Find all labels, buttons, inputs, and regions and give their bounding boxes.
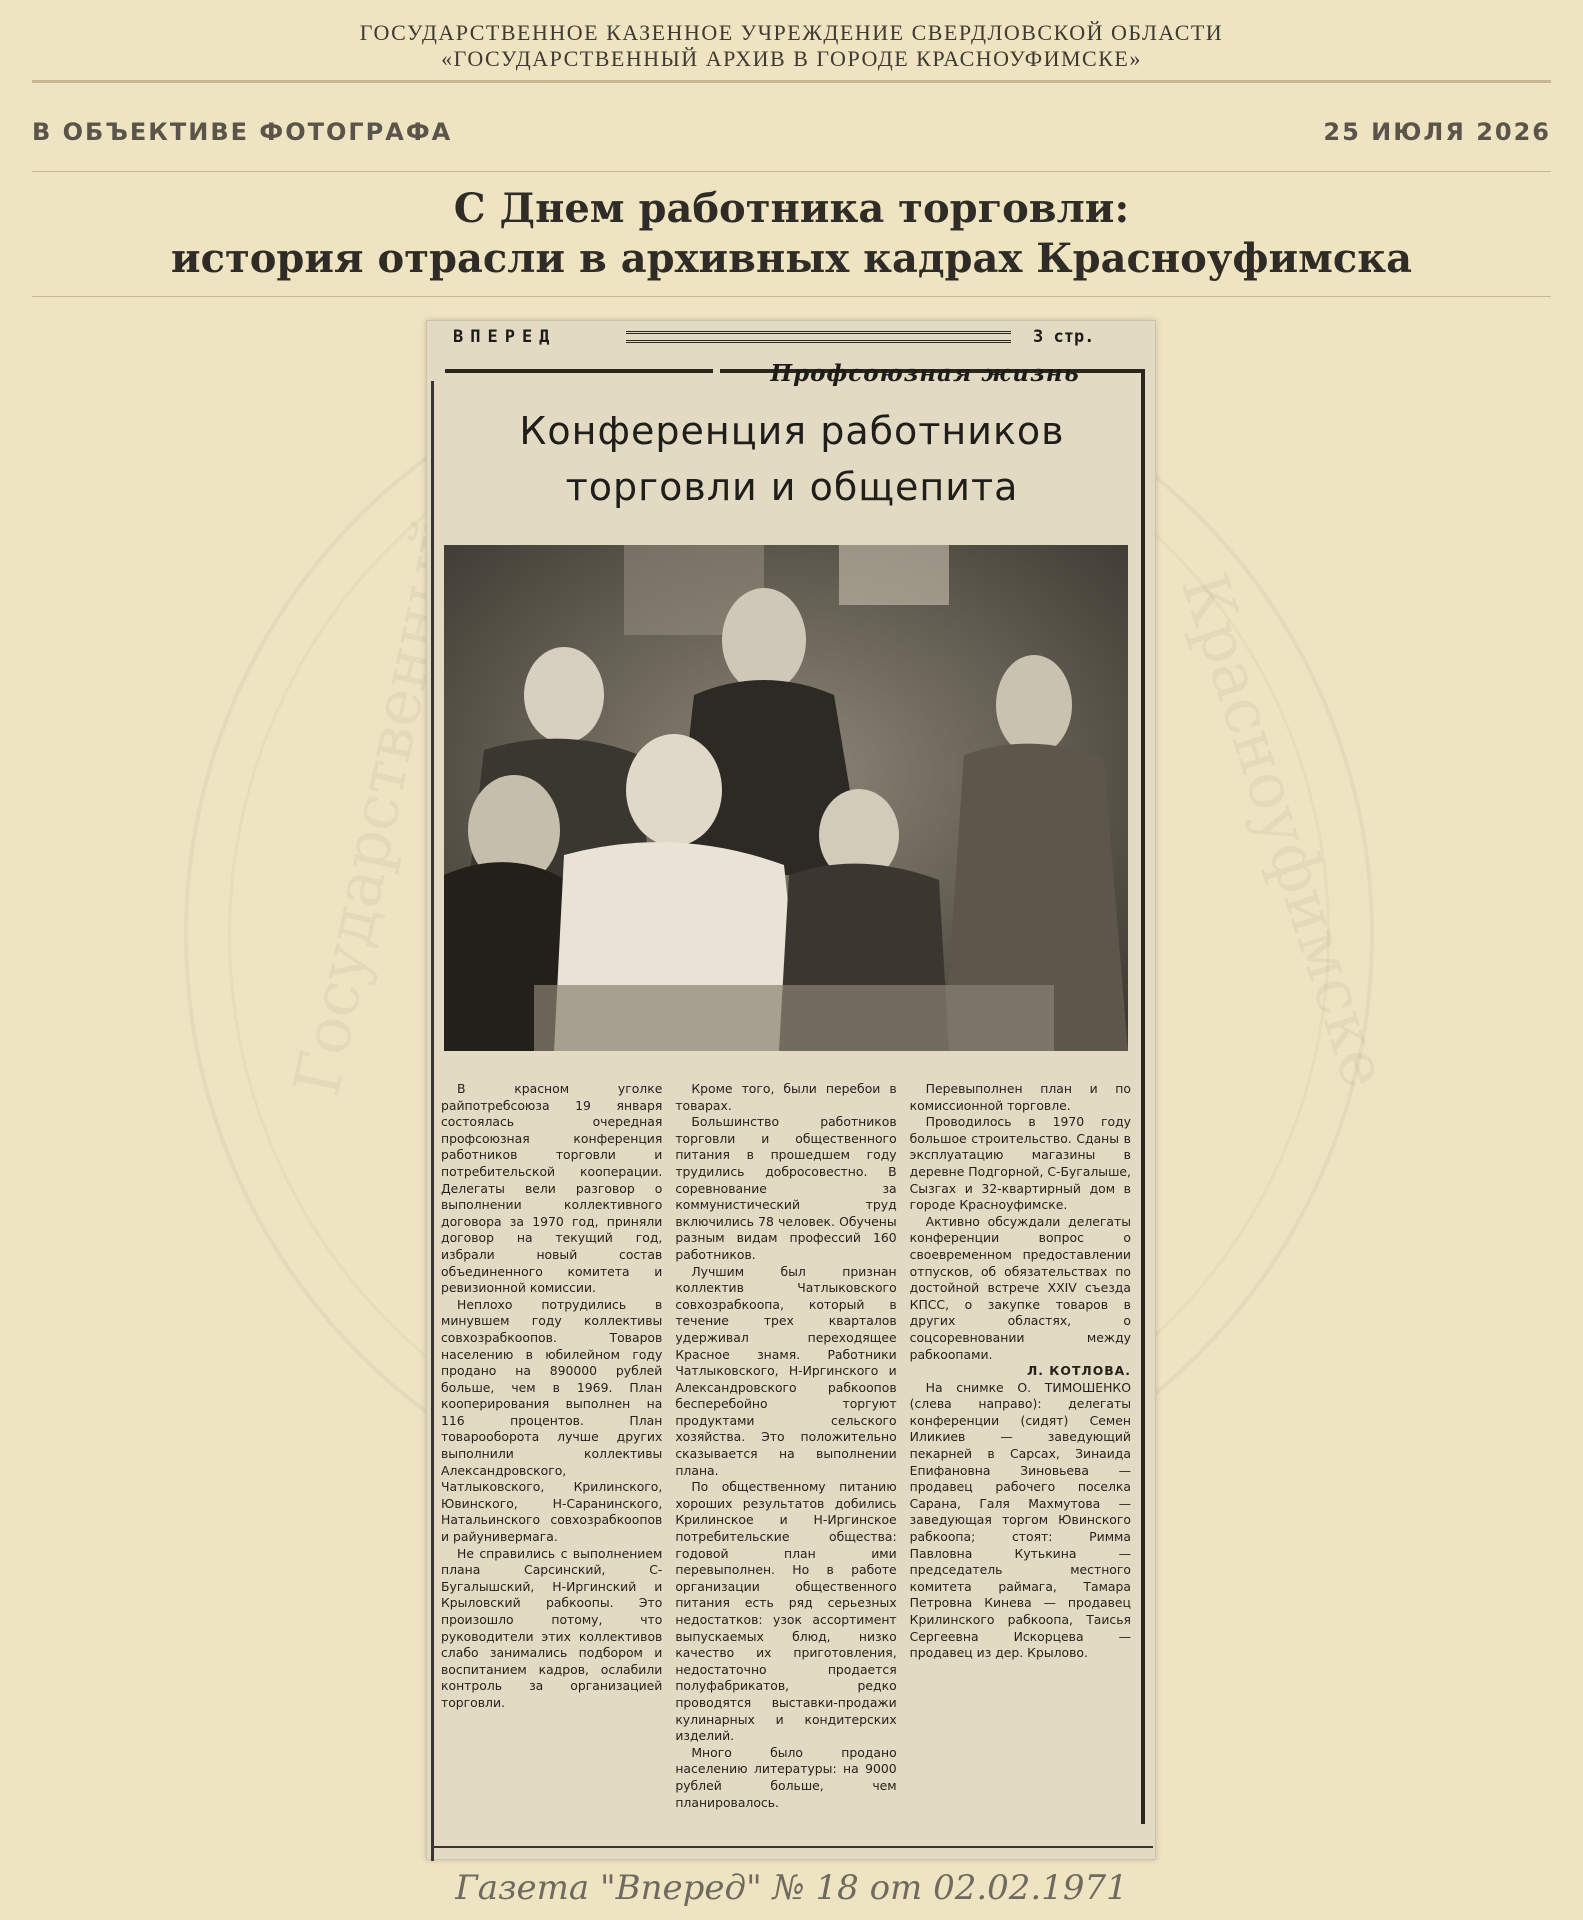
author-signature: Л. КОТЛОВА. [1026, 1363, 1131, 1379]
article-columns [441, 1081, 1131, 1841]
headline-line-2: история отрасли в архивных кадрах Красноуфимска [170, 235, 1413, 282]
col2-paragraph: Большинство работников торговли и общественного питания в прошедшем году трудились добросовестно. В соревнование за коммунистический труд включились 78 человек. Обучены разным видам профессий 160 работников. [675, 1114, 897, 1262]
col1-paragraph: В красном уголке райпотребсоюза 19 января состоялась очередная профсоюзная конференция работников торговли и потребительской кооперации. Делегаты вели разговор о выполнении коллективного договора за 1970 год, приняли договор на текущий год, избрали новый состав объединенного комитета и ревизионной комиссии. [441, 1081, 663, 1296]
clipping-title [447, 403, 1137, 515]
headline-line-1: С Днем работника торговли: [453, 185, 1130, 232]
org-line-1: ГОСУДАРСТВЕННОЕ КАЗЕННОЕ УЧРЕЖДЕНИЕ СВЕРДЛОВСКОЙ ОБЛАСТИ [359, 20, 1224, 45]
article-column-3 [910, 1081, 1131, 1841]
col3-paragraph: Перевыполнен план и по комиссионной торговле. [909, 1081, 1131, 1113]
headline-divider [32, 296, 1551, 297]
newspaper-name: ВПЕРЕД [453, 327, 557, 347]
article-headline [0, 184, 1583, 284]
clipping-title-line-1: Конференция работников [519, 409, 1065, 453]
frame-right [1141, 369, 1145, 1824]
frame-left [431, 381, 434, 1861]
frame-bottom [431, 1846, 1153, 1848]
col1-paragraph: Не справились с выполнением плана Сарсинский, С-Бугалышский, Н-Иргинский и Крыловский рабкоопы. Это произошло потому, что руководители этих коллективов слабо занимались подбором и воспитанием кадров, ослабили контроль за организацией торговли. [441, 1545, 663, 1710]
masthead-rule [626, 331, 1011, 343]
rubric-title: Профсоюзная жизнь [770, 360, 1080, 387]
newspaper-masthead [431, 325, 1153, 349]
col3-paragraph: Проводилось в 1970 году большое строительство. Сданы в эксплуатацию магазины в деревне Подгорной, С-Бугалыше, Сызгах и 32-квартирный дом в городе Красноуфимске. [909, 1114, 1131, 1213]
photo-caption-text: На снимке О. ТИМОШЕНКО (слева направо): делегаты конференции (сидят) Семен Иликиев — заведующий пекарней в Сарсах, Зинаида Епифановна Зиновьева — продавец рабочего поселка Сарана, Галя Махмутова — заведующая торгом Ювинского рабкоопа; стоят: Римма Павловна Кутькина — председатель местного комитета раймага, Тамара Петровна Кинева — продавец Крилинского рабкоопа, Таисья Сергеевна Искорцева — продавец из дер. Крылово. [909, 1379, 1131, 1661]
seal-text-left: Государственный [279, 506, 475, 1103]
archival-photo[interactable] [444, 545, 1128, 1051]
article-column-1 [441, 1081, 662, 1841]
org-line-2: «ГОСУДАРСТВЕННЫЙ АРХИВ В ГОРОДЕ КРАСНОУФИМСКЕ» [441, 46, 1142, 71]
publication-date: 25 ИЮЛЯ 2026 [1323, 118, 1551, 146]
col2-paragraph: Кроме того, были перебои в товарах. [675, 1081, 897, 1113]
col2-paragraph: Много было продано населению литературы: на 9000 рублей больше, чем планировалось. [675, 1744, 897, 1810]
col2-paragraph: Лучшим был признан коллектив Чатлыковского совхозрабкоопа, который в течение трех кварталов удерживал переходящее Красное знамя. Работники Чатлыковского, Н-Иргинского и Александровского рабкоопов бесперебойно торгуют продуктами сельского хозяйства. Это положительно сказывается на выполнении плана. [675, 1263, 897, 1478]
col1-paragraph: Неплохо потрудились в минувшем году коллективы совхозрабкоопов. Товаров населению в юбилейном году продано на 890000 рублей больше, чем в 1969. План кооперирования выполнен на 116 процентов. План товарооборота лучше других выполнили коллективы Александровского, Чатлыковского, Крилинского, Ювинского, Н-Саранинского, Натальинского совхозрабкоопов и райунивермага. [441, 1296, 663, 1545]
photo-illustration [444, 545, 1128, 1051]
section-category[interactable]: В ОБЪЕКТИВЕ ФОТОГРАФА [32, 118, 453, 146]
source-caption: Газета "Вперед" № 18 от 02.02.1971 [455, 1868, 1128, 1908]
newspaper-clipping[interactable] [426, 320, 1156, 1860]
col2-paragraph: По общественному питанию хороших результатов добились Крилинское и Н-Иргинское потребительские общества: годовой план ими перевыполнен. Но в работе организации общественного питания есть ряд серьезных недостатков: узок ассортимент выпускаемых блюд, низко качество их приготовления, недостаточно продается полуфабрикатов, редко проводятся выставки-продажи кулинарных и кондитерских изделий. [675, 1479, 897, 1744]
header-divider [32, 80, 1551, 83]
col3-paragraph: Активно обсуждали делегаты конференции вопрос о своевременном предоставлении отпусков, об обязательствах по достойной встрече XXIV съезда КПСС, о закупке товаров в других областях, о соцсоревновании между рабкоопами. [909, 1213, 1131, 1362]
organization-name [0, 20, 1583, 72]
article-column-2 [675, 1081, 896, 1841]
rubric-rule [445, 369, 713, 373]
page-number: 3 стр. [1033, 327, 1095, 347]
meta-divider [32, 171, 1551, 172]
seal-text-right: Красноуфимске [1167, 564, 1403, 1097]
clipping-title-line-2: торговли и общепита [565, 465, 1019, 509]
